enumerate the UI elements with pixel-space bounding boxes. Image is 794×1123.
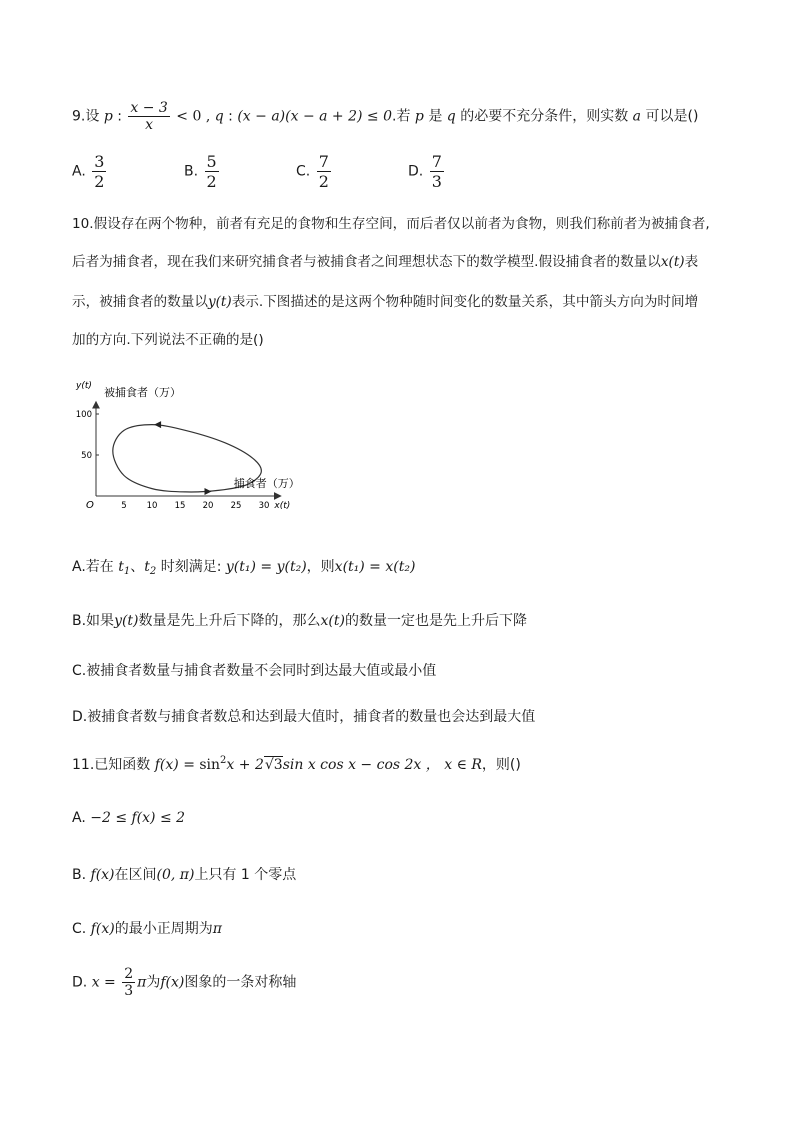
- q9-option-a[interactable]: A. $\frac{3}{2}$: [72, 152, 105, 191]
- q11-option-a[interactable]: A. −2 ≤ f(x) ≤ 2: [72, 810, 186, 826]
- q10-option-a[interactable]: A.若在 $t_1$、$t_2$ 时刻满足: y(t₁) = y(t₂)，则x(t₁) = x(t₂): [72, 559, 416, 577]
- x-tick-label: 30: [258, 501, 270, 511]
- x-tick-label: 5: [121, 501, 127, 511]
- q9-option-d[interactable]: D. $\frac{7}{3}$: [408, 152, 442, 191]
- q9-number: 9.: [72, 108, 86, 125]
- prey-series-label: 被捕食者（万）: [104, 386, 181, 399]
- x-axis-label: x(t): [274, 501, 291, 511]
- q11-stem: 11.已知函数 $f(x) = \sin^2x + 2√3\sin$ x cos x − cos 2x ， x ∈ R，则(): [72, 755, 521, 773]
- q9-p-fraction: $\frac{x - 3}{x}$: [130, 100, 168, 133]
- q9-option-c[interactable]: C. $\frac{7}{2}$: [296, 152, 329, 191]
- q11-option-b[interactable]: B. f(x)在区间(0, π)上只有 1 个零点: [72, 867, 297, 883]
- q10-option-d[interactable]: D.被捕食者数与捕食者数总和达到最大值时，捕食者的数量也会达到最大值: [72, 709, 536, 725]
- q9-option-b[interactable]: B. $\frac{5}{2}$: [184, 152, 217, 191]
- q9-options: [72, 152, 492, 192]
- origin-label: O: [86, 500, 94, 511]
- y-tick-label: 50: [81, 451, 92, 461]
- x-tick-label: 25: [230, 501, 242, 511]
- x-tick-label: 15: [174, 501, 186, 511]
- q9-q-expression: (x − a)(x − a + 2) ≤ 0: [237, 108, 393, 125]
- q10-line-4: 加的方向.下列说法不正确的是(): [72, 332, 264, 348]
- q10-option-c[interactable]: C.被捕食者数量与捕食者数量不会同时到达最大值或最小值: [72, 663, 437, 679]
- predator-prey-chart: [74, 376, 344, 516]
- direction-arrow: [205, 488, 212, 495]
- x-tick-label: 20: [202, 501, 214, 511]
- q11-option-d[interactable]: D. x = $\frac{2}{3}$ π为f(x)图象的一条对称轴: [72, 966, 297, 999]
- y-tick-label: 100: [75, 410, 92, 420]
- x-tick-label: 10: [146, 501, 158, 511]
- y-axis-label: y(t): [76, 381, 92, 391]
- q10-line-1: 10.假设存在两个物种，前者有充足的食物和生存空间，而后者仅以前者为食物，则我们称前者为被捕食者,: [72, 216, 710, 232]
- q9-stem: 9.设 p : $\frac{x - 3}{x}$ < 0 , q : (x − a)(x − a + 2) ≤ 0.若 p 是 q 的必要不充分条件，则实数 a 可以是(): [72, 100, 699, 133]
- q11-option-c[interactable]: C. f(x)的最小正周期为π: [72, 921, 222, 937]
- q10-line-2: 后者为捕食者，现在我们来研究捕食者与被捕食者之间理想状态下的数学模型.假设捕食者的数量以x(t)表: [72, 254, 699, 270]
- q10-line-3: 示，被捕食者的数量以y(t)表示.下图描述的是这两个物种随时间变化的数量关系，其中箭头方向为时间增: [72, 294, 699, 310]
- direction-arrow: [154, 421, 161, 428]
- q10-option-b[interactable]: B.如果y(t)数量是先上升后下降的，那么x(t)的数量一定也是先上升后下降: [72, 613, 527, 629]
- predator-series-label: 捕食者（万）: [233, 476, 300, 490]
